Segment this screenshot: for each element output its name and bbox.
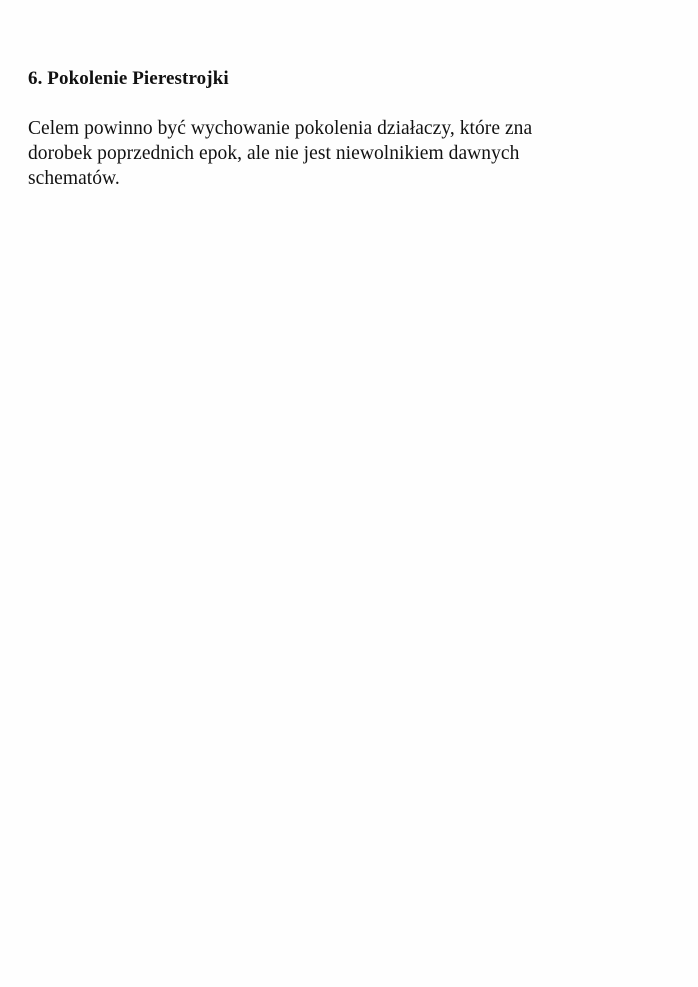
- paragraph-line: Celem powinno być wychowanie pokolenia działaczy, które zna: [28, 118, 533, 139]
- paragraph-line: schematów.: [28, 168, 120, 189]
- paragraph-line: dorobek poprzednich epok, ale nie jest niewolnikiem dawnych: [28, 143, 520, 164]
- section-heading: 6. Pokolenie Pierestrojki: [28, 68, 229, 89]
- body-paragraph: [28, 116, 668, 191]
